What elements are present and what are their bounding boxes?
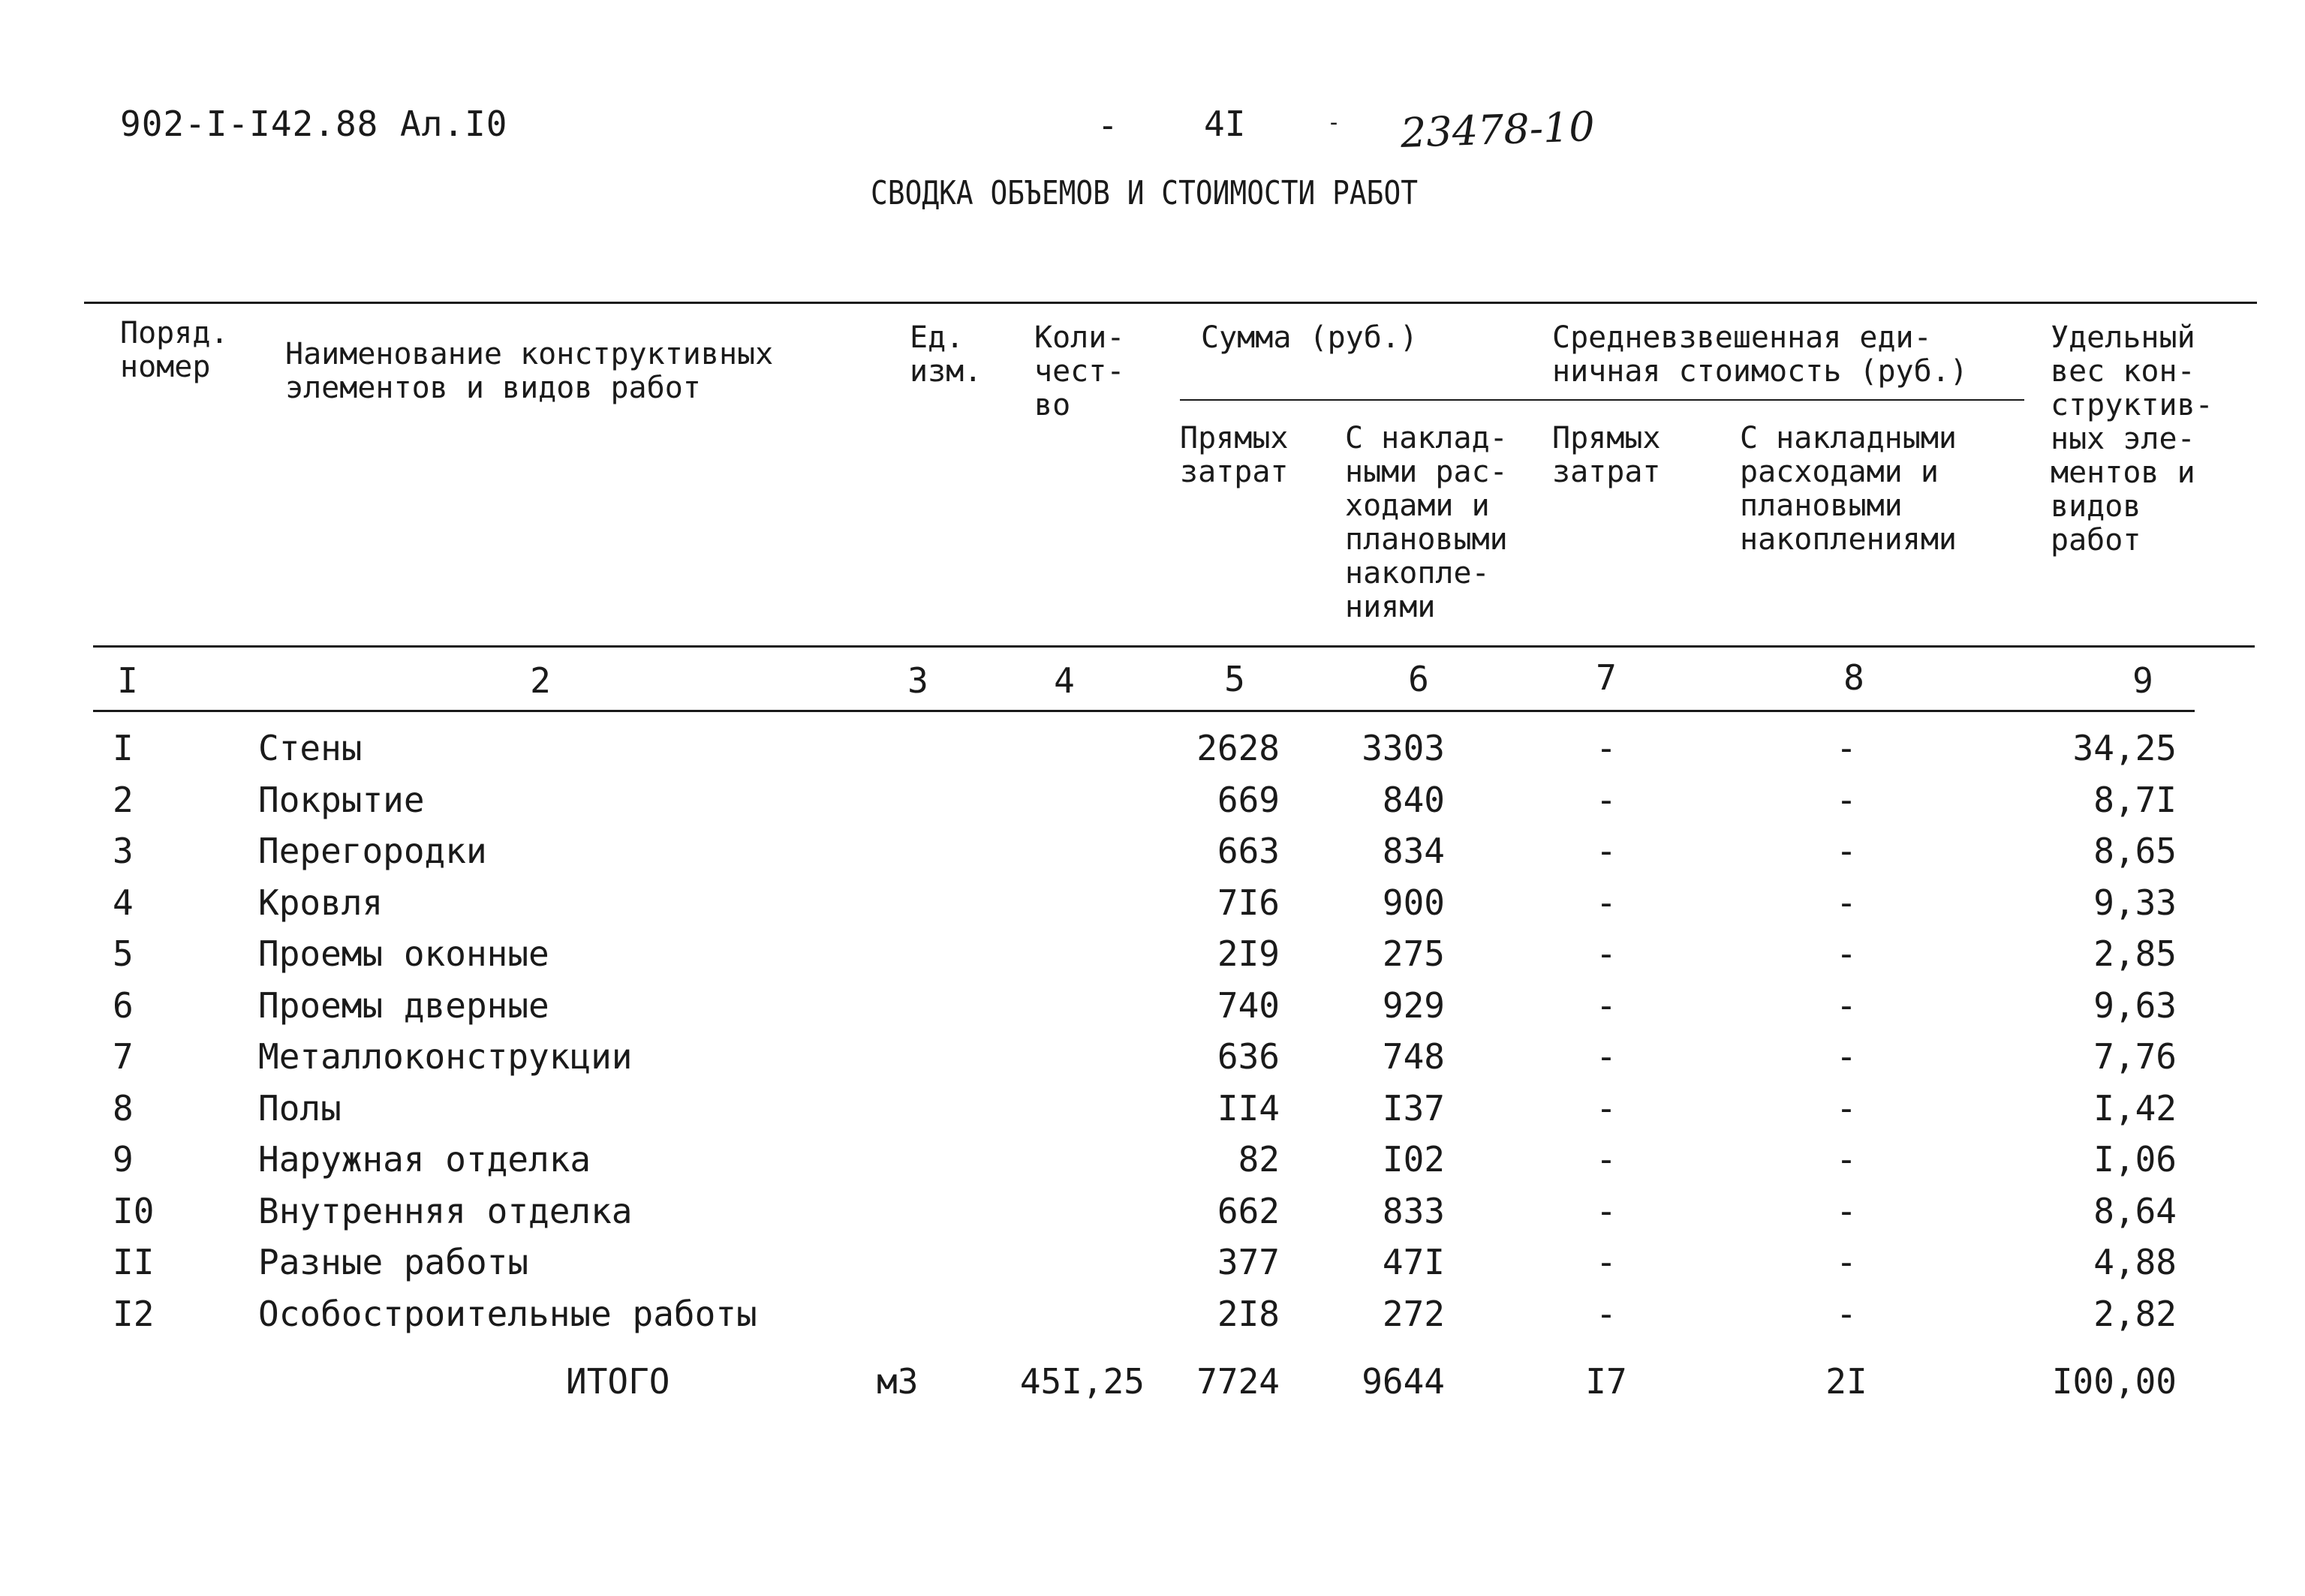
row-element-name: Разные работы bbox=[258, 1242, 529, 1282]
header-sum: Сумма (руб.) bbox=[1201, 320, 1418, 355]
row-element-name: Кровля bbox=[258, 882, 384, 923]
column-number: 6 bbox=[1408, 659, 1429, 699]
row-element-name: Перегородки bbox=[258, 831, 487, 871]
total-share: I00,00 bbox=[2051, 1361, 2177, 1402]
row-average-direct: - bbox=[1596, 933, 1617, 974]
row-direct-cost: 669 bbox=[1217, 780, 1280, 820]
row-direct-cost: 663 bbox=[1217, 831, 1280, 871]
column-number: 7 bbox=[1596, 657, 1617, 698]
row-average-direct: - bbox=[1596, 831, 1617, 871]
row-average-overhead: - bbox=[1836, 1036, 1857, 1077]
row-average-overhead: - bbox=[1836, 1191, 1857, 1231]
row-element-name: Металлоконструкции bbox=[258, 1036, 633, 1077]
total-direct-cost: 7724 bbox=[1196, 1361, 1280, 1402]
row-overhead-cost: 272 bbox=[1382, 1294, 1445, 1334]
row-number: 7 bbox=[113, 1036, 134, 1077]
total-label: ИТОГО bbox=[566, 1361, 670, 1402]
row-average-direct: - bbox=[1596, 882, 1617, 923]
row-number: 5 bbox=[113, 933, 134, 974]
row-direct-cost: 2I8 bbox=[1217, 1294, 1280, 1334]
row-direct-cost: 2I9 bbox=[1217, 933, 1280, 974]
row-average-overhead: - bbox=[1836, 1294, 1857, 1334]
row-share: 2,85 bbox=[2093, 933, 2177, 974]
row-element-name: Внутренняя отделка bbox=[258, 1191, 633, 1231]
row-share: 7,76 bbox=[2093, 1036, 2177, 1077]
column-number: 5 bbox=[1224, 659, 1245, 699]
row-average-overhead: - bbox=[1836, 985, 1857, 1026]
row-number: I bbox=[113, 728, 134, 768]
row-average-overhead: - bbox=[1836, 1139, 1857, 1180]
row-share: 8,64 bbox=[2093, 1191, 2177, 1231]
row-average-direct: - bbox=[1596, 1294, 1617, 1334]
page-number: 4I bbox=[1204, 104, 1246, 144]
total-unit: м3 bbox=[877, 1361, 919, 1402]
column-number: 4 bbox=[1054, 660, 1075, 701]
row-element-name: Особостроительные работы bbox=[258, 1294, 757, 1334]
column-number: 9 bbox=[2132, 660, 2153, 701]
row-average-direct: - bbox=[1596, 985, 1617, 1026]
header-element-name: Наименование конструктивных элементов и видов работ bbox=[285, 337, 774, 405]
column-number: 2 bbox=[530, 660, 551, 701]
row-direct-cost: 377 bbox=[1217, 1242, 1280, 1282]
row-direct-cost: 636 bbox=[1217, 1036, 1280, 1077]
header-average-cost: Средневзвешенная еди- ничная стоимость (руб.) bbox=[1552, 320, 1968, 389]
header-dash: - bbox=[1327, 110, 1341, 136]
row-number: I0 bbox=[113, 1191, 155, 1231]
row-number: 6 bbox=[113, 985, 134, 1026]
row-average-overhead: - bbox=[1836, 933, 1857, 974]
row-overhead-cost: 3303 bbox=[1362, 728, 1445, 768]
header-bottom-rule bbox=[93, 645, 2255, 648]
row-average-direct: - bbox=[1596, 1242, 1617, 1282]
column-number: 3 bbox=[907, 660, 928, 701]
total-quantity: 45I,25 bbox=[1019, 1361, 1145, 1402]
row-direct-cost: 2628 bbox=[1196, 728, 1280, 768]
row-share: 2,82 bbox=[2093, 1294, 2177, 1334]
row-overhead-cost: 47I bbox=[1382, 1242, 1445, 1282]
handwritten-number: 23478-10 bbox=[1399, 102, 1596, 157]
header-quantity: Коли- чест- во bbox=[1034, 320, 1125, 422]
column-number: I bbox=[117, 660, 138, 701]
row-number: 9 bbox=[113, 1139, 134, 1180]
row-direct-cost: 82 bbox=[1238, 1139, 1280, 1180]
row-element-name: Проемы оконные bbox=[258, 933, 549, 974]
total-overhead-cost: 9644 bbox=[1362, 1361, 1445, 1402]
row-number: II bbox=[113, 1242, 155, 1282]
row-element-name: Полы bbox=[258, 1088, 342, 1129]
sum-subheader-rule bbox=[1180, 399, 2024, 401]
header-share: Удельный вес кон- структив- ных эле- ментов и видов работ bbox=[2051, 320, 2213, 558]
row-element-name: Покрытие bbox=[258, 780, 425, 820]
header-sum-overhead: С наклад- ными рас- ходами и плановыми накопле- ниями bbox=[1345, 421, 1508, 624]
row-average-direct: - bbox=[1596, 728, 1617, 768]
row-average-overhead: - bbox=[1836, 831, 1857, 871]
total-average-direct: I7 bbox=[1585, 1361, 1627, 1402]
row-average-direct: - bbox=[1596, 1036, 1617, 1077]
row-number: I2 bbox=[113, 1294, 155, 1334]
row-overhead-cost: 833 bbox=[1382, 1191, 1445, 1231]
row-overhead-cost: 900 bbox=[1382, 882, 1445, 923]
row-overhead-cost: I02 bbox=[1382, 1139, 1445, 1180]
row-share: 34,25 bbox=[2072, 728, 2177, 768]
row-overhead-cost: 840 bbox=[1382, 780, 1445, 820]
table-top-rule bbox=[84, 302, 2257, 304]
document-title: СВОДКА ОБЪЕМОВ И СТОИМОСТИ РАБОТ bbox=[871, 174, 1419, 212]
row-average-overhead: - bbox=[1836, 1242, 1857, 1282]
header-dash: - bbox=[1097, 105, 1118, 146]
header-average-direct: Прямых затрат bbox=[1552, 421, 1661, 489]
row-direct-cost: II4 bbox=[1217, 1088, 1280, 1129]
row-average-overhead: - bbox=[1836, 728, 1857, 768]
row-average-overhead: - bbox=[1836, 780, 1857, 820]
row-average-direct: - bbox=[1596, 1139, 1617, 1180]
total-average-overhead: 2I bbox=[1825, 1361, 1867, 1402]
header-unit: Ед. изм. bbox=[910, 320, 982, 389]
row-element-name: Проемы дверные bbox=[258, 985, 549, 1026]
row-overhead-cost: 275 bbox=[1382, 933, 1445, 974]
row-overhead-cost: 834 bbox=[1382, 831, 1445, 871]
row-number: 2 bbox=[113, 780, 134, 820]
header-sum-direct: Прямых затрат bbox=[1180, 421, 1289, 489]
header-average-overhead: С накладными расходами и плановыми накоплениями bbox=[1740, 421, 1957, 557]
row-share: 8,7I bbox=[2093, 780, 2177, 820]
row-share: 4,88 bbox=[2093, 1242, 2177, 1282]
row-overhead-cost: 748 bbox=[1382, 1036, 1445, 1077]
row-share: 8,65 bbox=[2093, 831, 2177, 871]
row-average-direct: - bbox=[1596, 1088, 1617, 1129]
row-overhead-cost: 929 bbox=[1382, 985, 1445, 1026]
row-average-direct: - bbox=[1596, 780, 1617, 820]
document-code: 902-I-I42.88 Ал.I0 bbox=[120, 104, 508, 144]
row-share: 9,63 bbox=[2093, 985, 2177, 1026]
row-share: 9,33 bbox=[2093, 882, 2177, 923]
row-direct-cost: 662 bbox=[1217, 1191, 1280, 1231]
row-overhead-cost: I37 bbox=[1382, 1088, 1445, 1129]
row-direct-cost: 7I6 bbox=[1217, 882, 1280, 923]
row-number: 8 bbox=[113, 1088, 134, 1129]
row-element-name: Наружная отделка bbox=[258, 1139, 591, 1180]
column-numbers-rule bbox=[93, 710, 2195, 712]
column-number: 8 bbox=[1843, 657, 1864, 698]
row-average-overhead: - bbox=[1836, 882, 1857, 923]
row-element-name: Стены bbox=[258, 728, 363, 768]
header-order-number: Поряд. номер bbox=[120, 316, 229, 384]
row-average-overhead: - bbox=[1836, 1088, 1857, 1129]
row-number: 4 bbox=[113, 882, 134, 923]
row-share: I,42 bbox=[2093, 1088, 2177, 1129]
row-share: I,06 bbox=[2093, 1139, 2177, 1180]
row-number: 3 bbox=[113, 831, 134, 871]
row-direct-cost: 740 bbox=[1217, 985, 1280, 1026]
row-average-direct: - bbox=[1596, 1191, 1617, 1231]
